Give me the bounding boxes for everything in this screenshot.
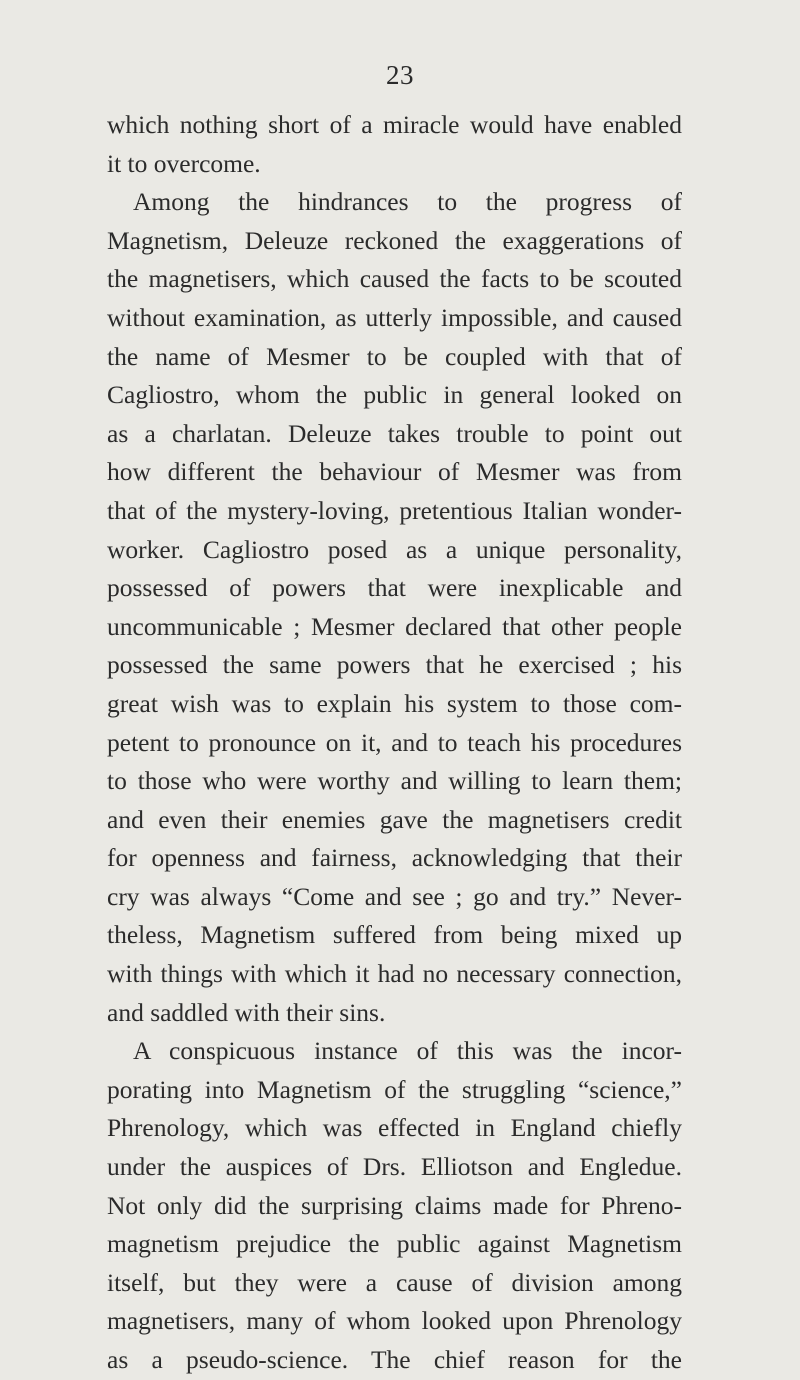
text-line: possessed of powers that were inexplicable and [107, 573, 682, 603]
text-line: and saddled with their sins. [107, 997, 386, 1027]
text-line: uncommunicable ; Mesmer declared that other people [107, 611, 682, 641]
text-line: which nothing short of a miracle would have enabled [107, 110, 682, 139]
text-line: to those who were worthy and willing to learn them; [107, 766, 682, 796]
text-line: Phrenology, which was effected in England chiefly [107, 1113, 682, 1143]
text-line: theless, Magnetism suffered from being mixed up [107, 920, 682, 950]
text-line: and even their enemies gave the magnetisers credit [107, 804, 682, 834]
text-line: A conspicuous instance of this was the incor- [133, 1036, 682, 1066]
text-line: the name of Mesmer to be coupled with that of [107, 341, 682, 371]
text-line: Cagliostro, whom the public in general looked on [107, 380, 682, 410]
text-line: great wish was to explain his system to those com- [107, 688, 682, 718]
page-number: 23 [386, 60, 414, 90]
text-line: magnetisers, many of whom looked upon Phrenology [107, 1306, 682, 1336]
text-line: without examination, as utterly impossible, and caused [107, 302, 682, 332]
text-line: possessed the same powers that he exercised ; his [107, 650, 682, 680]
text-line: porating into Magnetism of the struggling “science,” [107, 1074, 682, 1104]
text-line: Not only did the surprising claims made for Phreno- [107, 1190, 682, 1220]
text-line: with things with which it had no necessary connection, [107, 959, 682, 989]
text-line: Among the hindrances to the progress of [133, 187, 682, 217]
text-line: under the auspices of Drs. Elliotson and Engledue. [107, 1152, 682, 1182]
text-line: that of the mystery-loving, pretentious Italian wonder- [107, 495, 682, 525]
text-line: how different the behaviour of Mesmer was from [107, 457, 682, 487]
text-line: as a pseudo-science. The chief reason for the [107, 1345, 682, 1374]
text-line: Magnetism, Deleuze reckoned the exaggerations of [107, 225, 682, 255]
text-line: for openness and fairness, acknowledging that their [107, 843, 682, 873]
text-line: worker. Cagliostro posed as a unique personality, [107, 534, 682, 564]
text-line: it to overcome. [107, 148, 261, 178]
text-line: magnetism prejudice the public against Magnetism [107, 1229, 682, 1259]
text-line: cry was always “Come and see ; go and try.” Never- [107, 881, 682, 911]
text-line: petent to pronounce on it, and to teach his procedures [107, 727, 682, 757]
text-line: as a charlatan. Deleuze takes trouble to point out [107, 418, 682, 448]
text-line: the magnetisers, which caused the facts to be scouted [107, 264, 682, 294]
text-line: itself, but they were a cause of division among [107, 1267, 682, 1297]
body-text [107, 106, 682, 1380]
